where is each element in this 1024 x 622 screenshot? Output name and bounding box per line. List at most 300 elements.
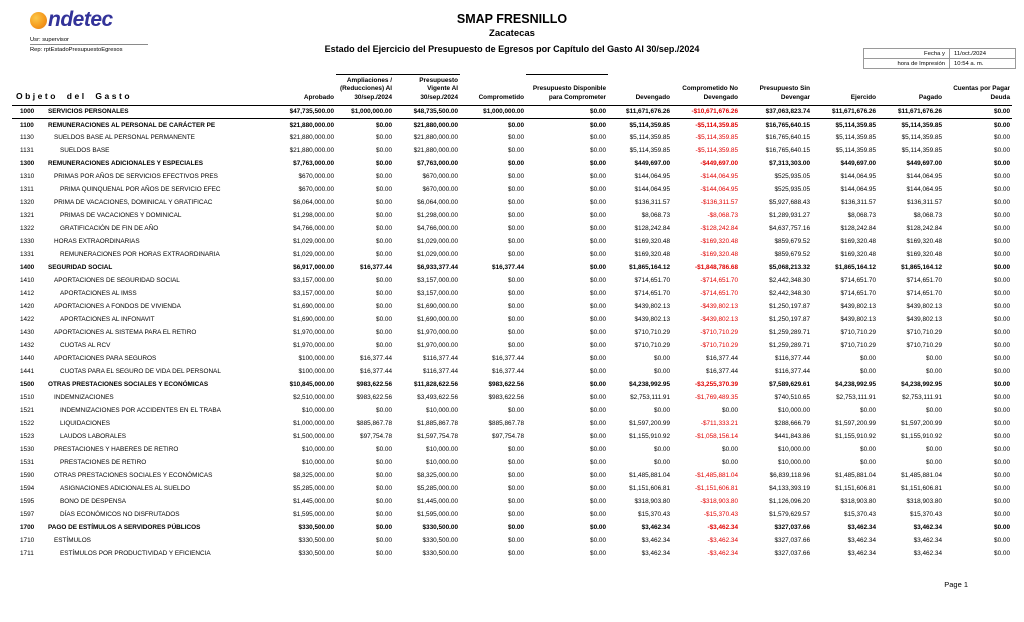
row-code: 1422 [20, 316, 35, 324]
row-amount: $169,320.48 [634, 238, 671, 246]
row-amount: $21,880,000.00 [413, 121, 459, 129]
row-amount: -$10,671,676.26 [672, 105, 740, 118]
row-description: APORTACIONES AL SISTEMA PARA EL RETIRO [54, 329, 197, 337]
row-amount: $0.00 [590, 368, 607, 376]
row-amount: -$714,651.70 [700, 277, 739, 285]
row-amount: $0.00 [994, 355, 1011, 363]
row-amount: $1,298,000.00 [417, 212, 459, 220]
table-row [12, 157, 1012, 170]
row-amount: $0.00 [376, 303, 393, 311]
row-amount: $10,000.00 [778, 407, 811, 415]
budget-table [12, 74, 1012, 560]
column-header: Ejercido [812, 75, 878, 106]
table-row [12, 248, 1012, 261]
row-amount: $21,880,000.00 [289, 121, 335, 129]
row-amount: $0.00 [508, 511, 525, 519]
row-amount: -$710,710.29 [700, 342, 739, 350]
row-amount: $0.00 [926, 446, 943, 454]
row-code: 1590 [20, 472, 35, 480]
row-amount: $0.00 [994, 472, 1011, 480]
row-code: 1321 [20, 212, 35, 220]
row-amount: $1,595,000.00 [417, 511, 459, 519]
row-amount: $10,000.00 [302, 446, 335, 454]
row-code: 1320 [20, 199, 35, 207]
row-amount: $670,000.00 [422, 173, 459, 181]
row-amount: $1,259,289.71 [769, 329, 811, 337]
row-amount: $0.00 [376, 225, 393, 233]
row-amount: $1,000,000.00 [460, 105, 526, 118]
row-amount: $439,802.13 [906, 316, 943, 324]
row-amount: $0.00 [590, 433, 607, 441]
row-amount: -$3,462.34 [707, 537, 739, 545]
row-amount: $0.00 [376, 212, 393, 220]
row-amount: $0.00 [590, 420, 607, 428]
table-row [12, 352, 1012, 365]
budget-table-body [12, 105, 1012, 560]
row-amount: -$144,064.95 [700, 173, 739, 181]
row-amount: $1,445,000.00 [293, 498, 335, 506]
row-amount: $116,377.44 [774, 355, 811, 363]
row-amount: $21,880,000.00 [289, 134, 335, 142]
column-header: Presupuesto Sin Devengar [740, 75, 812, 106]
row-amount: $1,865,164.12 [835, 264, 877, 272]
row-amount: $0.00 [590, 303, 607, 311]
row-amount: $0.00 [590, 550, 607, 558]
row-amount: $0.00 [508, 199, 525, 207]
row-amount: $10,845,000.00 [289, 381, 335, 389]
row-amount: $6,064,000.00 [293, 199, 335, 207]
row-amount: $710,710.29 [634, 329, 671, 337]
row-amount: -$5,114,359.85 [695, 147, 739, 155]
row-code: 1131 [20, 147, 34, 155]
row-amount: $8,068.73 [847, 212, 877, 220]
row-amount: $0.00 [994, 199, 1011, 207]
row-amount: $0.00 [994, 498, 1011, 506]
row-amount: $0.00 [722, 407, 739, 415]
row-description: PAGO DE ESTÍMULOS A SERVIDORES PÚBLICOS [48, 524, 201, 532]
table-row [12, 534, 1012, 547]
row-amount: $1,690,000.00 [293, 303, 335, 311]
row-amount: $0.00 [994, 329, 1011, 337]
row-description: PRIMAS POR AÑOS DE SERVICIOS EFECTIVOS PRES [54, 173, 218, 181]
row-amount: $1,690,000.00 [417, 303, 459, 311]
row-description: HORAS EXTRAORDINARIAS [54, 238, 140, 246]
row-code: 1711 [20, 550, 34, 558]
row-amount: $0.00 [508, 498, 525, 506]
row-amount: $16,765,640.15 [765, 121, 811, 129]
row-amount: $1,597,200.99 [835, 420, 877, 428]
row-code: 1331 [20, 251, 35, 259]
row-amount: $0.00 [590, 238, 607, 246]
row-code: 1700 [20, 524, 35, 532]
state-subtitle: Zacatecas [489, 28, 535, 39]
time-value: 10:54 a. m. [950, 59, 1016, 69]
row-amount: $318,903.80 [840, 498, 877, 506]
row-description: ASIGNACIONES ADICIONALES AL SUELDO [60, 485, 191, 493]
row-amount: $0.00 [590, 186, 607, 194]
row-amount: $0.00 [376, 173, 393, 181]
row-amount: $0.00 [994, 537, 1011, 545]
row-amount: $0.00 [376, 342, 393, 350]
row-amount: $449,697.00 [634, 160, 671, 168]
row-amount: $1,151,606.81 [835, 485, 877, 493]
row-amount: -$714,651.70 [700, 290, 739, 298]
row-amount: $0.00 [590, 355, 607, 363]
row-amount: $714,651.70 [840, 290, 877, 298]
row-amount: $859,679.52 [774, 251, 811, 259]
row-amount: $15,370.43 [638, 511, 671, 519]
row-amount: $1,029,000.00 [417, 251, 459, 259]
row-amount: $1,690,000.00 [293, 316, 335, 324]
row-amount: $0.00 [376, 498, 393, 506]
row-amount: $16,765,640.15 [765, 147, 811, 155]
row-amount: -$1,769,489.35 [695, 394, 739, 402]
row-amount: $1,000,000.00 [293, 420, 335, 428]
row-code: 1400 [20, 264, 35, 272]
row-amount: $0.00 [860, 459, 877, 467]
table-row [12, 144, 1012, 157]
row-description: PRESTACIONES Y HABERES DE RETIRO [54, 446, 179, 454]
row-amount: $1,250,197.87 [769, 316, 811, 324]
row-amount: $0.00 [994, 290, 1011, 298]
row-code: 1500 [20, 381, 35, 389]
table-row [12, 287, 1012, 300]
row-amount: $169,320.48 [840, 238, 877, 246]
row-amount: $6,933,377.44 [417, 264, 459, 272]
row-amount: $0.00 [376, 316, 393, 324]
row-amount: $0.00 [508, 212, 525, 220]
row-amount: $1,000,000.00 [336, 105, 394, 118]
row-amount: $330,500.00 [422, 524, 459, 532]
table-row [12, 378, 1012, 391]
row-amount: $0.00 [508, 225, 525, 233]
row-amount: $1,885,867.78 [417, 420, 459, 428]
row-amount: $0.00 [508, 537, 525, 545]
row-amount: -$449,697.00 [700, 160, 739, 168]
row-amount: $144,064.95 [906, 173, 943, 181]
row-amount: $3,462.34 [847, 550, 877, 558]
row-amount: $0.00 [508, 472, 525, 480]
row-amount: $3,462.34 [913, 550, 943, 558]
row-amount: $0.00 [376, 186, 393, 194]
report-title: Estado del Ejercicio del Presupuesto de Egresos por Capítulo del Gasto Al 30/sep./2024 [324, 44, 700, 54]
row-amount: $10,000.00 [302, 459, 335, 467]
row-amount: $714,651.70 [634, 290, 671, 298]
row-amount: $714,651.70 [840, 277, 877, 285]
row-amount: $100,000.00 [298, 355, 335, 363]
column-header: Comprometido No Devengado [672, 75, 740, 106]
row-amount: $0.00 [994, 342, 1011, 350]
row-description: SERVICIOS PERSONALES [46, 105, 276, 118]
row-amount: $0.00 [376, 485, 393, 493]
table-row [12, 443, 1012, 456]
table-row [12, 183, 1012, 196]
row-amount: $97,754.78 [360, 433, 393, 441]
row-amount: $710,710.29 [840, 342, 877, 350]
column-header: Cuentas por Pagar Deuda [944, 75, 1012, 106]
row-amount: $6,917,000.00 [293, 264, 335, 272]
row-amount: $8,068.73 [913, 212, 943, 220]
row-amount: $1,595,000.00 [293, 511, 335, 519]
row-amount: $3,157,000.00 [293, 290, 335, 298]
row-description: INDEMNIZACIONES POR ACCIDENTES EN EL TRABA [60, 407, 221, 415]
row-description: APORTACIONES PARA SEGUROS [54, 355, 157, 363]
table-row [12, 261, 1012, 274]
row-amount: $15,370.43 [844, 511, 877, 519]
row-amount: $4,238,992.95 [835, 381, 877, 389]
row-amount: $5,285,000.00 [293, 485, 335, 493]
row-amount: $3,462.34 [641, 537, 671, 545]
table-row [12, 196, 1012, 209]
row-amount: $710,710.29 [906, 342, 943, 350]
table-row [12, 521, 1012, 534]
row-amount: $0.00 [590, 212, 607, 220]
row-amount: $2,753,111.91 [836, 394, 877, 402]
row-amount: $330,500.00 [298, 524, 335, 532]
row-amount: $714,651.70 [906, 277, 943, 285]
row-code: 1430 [20, 329, 35, 337]
row-amount: $859,679.52 [774, 238, 811, 246]
column-header: Comprometido [460, 75, 526, 106]
row-amount: -$15,370.43 [703, 511, 739, 519]
row-code: 1710 [20, 537, 35, 545]
report-id: Rep: rptEstadoPresupuestoEgresos [30, 47, 123, 53]
row-amount: $0.00 [376, 524, 393, 532]
row-amount: $0.00 [722, 459, 739, 467]
row-amount: $1,155,910.92 [629, 433, 671, 441]
row-amount: $16,377.44 [706, 368, 739, 376]
row-amount: $439,802.13 [840, 303, 877, 311]
row-amount: $885,867.78 [356, 420, 393, 428]
row-amount: $0.00 [590, 446, 607, 454]
row-amount: $3,157,000.00 [417, 277, 459, 285]
row-amount: $3,157,000.00 [293, 277, 335, 285]
table-row [12, 222, 1012, 235]
row-amount: $169,320.48 [906, 238, 943, 246]
row-amount: $0.00 [994, 186, 1011, 194]
row-description: APORTACIONES AL IMSS [60, 290, 137, 298]
row-amount: $0.00 [508, 160, 525, 168]
row-amount: $0.00 [994, 147, 1011, 155]
row-amount: $0.00 [994, 446, 1011, 454]
row-description: OTRAS PRESTACIONES SOCIALES Y ECONÓMICAS [48, 381, 209, 389]
row-description: PRIMA QUINQUENAL POR AÑOS DE SERVICIO EFEC [60, 186, 221, 194]
row-amount: $4,238,992.95 [901, 381, 943, 389]
logo-text: ndetec [48, 8, 113, 31]
column-header-objeto-del-gasto: Objeto del Gasto [12, 75, 276, 106]
row-code: 1531 [20, 459, 35, 467]
row-amount: $330,500.00 [298, 550, 335, 558]
row-amount: $47,735,500.00 [276, 105, 336, 118]
row-amount: $0.00 [926, 459, 943, 467]
row-amount: $1,155,910.92 [901, 433, 943, 441]
row-amount: $10,000.00 [426, 446, 459, 454]
row-amount: $1,865,164.12 [629, 264, 671, 272]
row-amount: -$1,848,786.68 [695, 264, 739, 272]
row-amount: $439,802.13 [634, 316, 671, 324]
row-amount: $327,037.66 [774, 550, 811, 558]
row-amount: $144,064.95 [840, 173, 877, 181]
row-amount: $0.00 [508, 290, 525, 298]
row-amount: $0.00 [376, 537, 393, 545]
row-description: PRIMAS DE VACACIONES Y DOMINICAL [60, 212, 182, 220]
table-row [12, 105, 1012, 118]
row-amount: $1,289,931.27 [769, 212, 811, 220]
row-amount: $0.00 [926, 368, 943, 376]
row-amount: -$169,320.48 [700, 251, 739, 259]
row-description: CUOTAS AL RCV [60, 342, 111, 350]
row-amount: $885,867.78 [488, 420, 525, 428]
row-amount: $5,068,213.32 [769, 264, 811, 272]
row-amount: $0.00 [590, 199, 607, 207]
row-amount: $0.00 [526, 105, 608, 118]
row-amount: $5,114,359.85 [629, 147, 671, 155]
row-amount: $0.00 [376, 550, 393, 558]
row-amount: $710,710.29 [634, 342, 671, 350]
row-amount: $670,000.00 [298, 186, 335, 194]
row-amount: $710,710.29 [840, 329, 877, 337]
row-amount: $1,579,629.57 [769, 511, 811, 519]
row-amount: $714,651.70 [634, 277, 671, 285]
column-header: Aprobado [276, 75, 336, 106]
row-amount: $0.00 [590, 394, 607, 402]
row-code: 1522 [20, 420, 35, 428]
row-amount: $983,622.56 [488, 381, 525, 389]
row-amount: $1,126,096.20 [769, 498, 811, 506]
row-amount: $0.00 [376, 511, 393, 519]
row-amount: $714,651.70 [906, 290, 943, 298]
row-amount: $5,114,359.85 [901, 134, 943, 142]
row-amount: $10,000.00 [426, 459, 459, 467]
row-amount: -$439,802.13 [700, 316, 739, 324]
row-amount: $7,589,629.61 [769, 381, 811, 389]
row-amount: $0.00 [508, 407, 525, 415]
row-amount: $1,970,000.00 [293, 342, 335, 350]
row-amount: $0.00 [590, 121, 607, 129]
row-amount: -$169,320.48 [700, 238, 739, 246]
row-amount: $0.00 [994, 381, 1011, 389]
row-amount: $4,133,393.19 [769, 485, 811, 493]
row-amount: $0.00 [590, 277, 607, 285]
row-amount: $0.00 [994, 238, 1011, 246]
row-amount: $7,763,000.00 [417, 160, 459, 168]
row-amount: $330,500.00 [422, 550, 459, 558]
row-amount: -$3,255,370.39 [695, 381, 739, 389]
table-row [12, 508, 1012, 521]
row-amount: $136,311.57 [906, 199, 943, 207]
row-amount: $0.00 [376, 199, 393, 207]
row-amount: $3,462.34 [847, 537, 877, 545]
row-amount: $0.00 [926, 355, 943, 363]
row-amount: $11,828,622.56 [413, 381, 459, 389]
table-row [12, 430, 1012, 443]
row-amount: $983,622.56 [356, 394, 393, 402]
row-description: SEGURIDAD SOCIAL [48, 264, 113, 272]
row-amount: $0.00 [508, 277, 525, 285]
table-row [12, 339, 1012, 352]
row-amount: $1,485,881.04 [629, 472, 671, 480]
row-amount: $16,377.44 [360, 355, 393, 363]
row-amount: $0.00 [376, 472, 393, 480]
row-amount: -$136,311.57 [700, 199, 739, 207]
row-amount: $1,485,881.04 [835, 472, 877, 480]
row-amount: $0.00 [376, 251, 393, 259]
row-amount: $0.00 [590, 329, 607, 337]
row-amount: $7,763,000.00 [293, 160, 335, 168]
row-description: GRATIFICACIÓN DE FIN DE AÑO [60, 225, 159, 233]
row-description: SUELDOS BASE AL PERSONAL PERMANENTE [54, 134, 195, 142]
row-code: 1310 [20, 173, 35, 181]
row-amount: $0.00 [654, 459, 671, 467]
row-amount: $5,114,359.85 [629, 134, 671, 142]
row-code: 1322 [20, 225, 35, 233]
row-amount: $0.00 [994, 524, 1011, 532]
row-amount: $0.00 [994, 121, 1011, 129]
row-amount: $1,970,000.00 [417, 342, 459, 350]
row-amount: $21,880,000.00 [289, 147, 335, 155]
row-amount: $0.00 [376, 446, 393, 454]
row-amount: $449,697.00 [906, 160, 943, 168]
row-amount: $0.00 [508, 303, 525, 311]
row-amount: $327,037.66 [774, 524, 811, 532]
row-amount: $144,064.95 [906, 186, 943, 194]
row-description: APORTACIONES A FONDOS DE VIVIENDA [54, 303, 181, 311]
row-amount: $330,500.00 [298, 537, 335, 545]
row-amount: $144,064.95 [840, 186, 877, 194]
row-amount: $0.00 [926, 407, 943, 415]
print-datetime-box [863, 48, 1016, 69]
row-amount: $5,285,000.00 [417, 485, 459, 493]
row-amount: $0.00 [994, 407, 1011, 415]
row-amount: $318,903.80 [906, 498, 943, 506]
row-amount: $11,671,676.26 [608, 105, 672, 118]
row-amount: $8,325,000.00 [417, 472, 459, 480]
row-amount: $439,802.13 [840, 316, 877, 324]
table-row [12, 495, 1012, 508]
table-row [12, 365, 1012, 378]
row-amount: $5,114,359.85 [901, 147, 943, 155]
row-amount: $0.00 [590, 472, 607, 480]
row-amount: $0.00 [994, 277, 1011, 285]
row-amount: $116,377.44 [422, 355, 459, 363]
row-description: DÍAS ECONÓMICOS NO DISFRUTADOS [60, 511, 180, 519]
row-amount: $0.00 [508, 459, 525, 467]
row-code: 1300 [20, 160, 35, 168]
row-amount: $0.00 [508, 446, 525, 454]
row-amount: $1,690,000.00 [417, 316, 459, 324]
row-code: 1594 [20, 485, 35, 493]
row-amount: $0.00 [376, 407, 393, 415]
row-amount: -$8,068.73 [707, 212, 739, 220]
table-row [12, 170, 1012, 183]
row-amount: $0.00 [590, 459, 607, 467]
row-amount: $0.00 [590, 147, 607, 155]
row-amount: $6,064,000.00 [417, 199, 459, 207]
row-code: 1412 [20, 290, 35, 298]
row-amount: $15,370.43 [910, 511, 943, 519]
row-amount: -$5,114,359.85 [695, 134, 739, 142]
row-amount: $439,802.13 [906, 303, 943, 311]
time-row [864, 59, 1016, 69]
row-amount: $0.00 [508, 134, 525, 142]
row-amount: $0.00 [994, 212, 1011, 220]
row-description: LIQUIDACIONES [60, 420, 111, 428]
row-amount: $144,064.95 [634, 186, 671, 194]
row-amount: -$711,333.21 [700, 420, 739, 428]
row-amount: $169,320.48 [840, 251, 877, 259]
row-amount: $0.00 [654, 368, 671, 376]
row-amount: $5,114,359.85 [629, 121, 671, 129]
